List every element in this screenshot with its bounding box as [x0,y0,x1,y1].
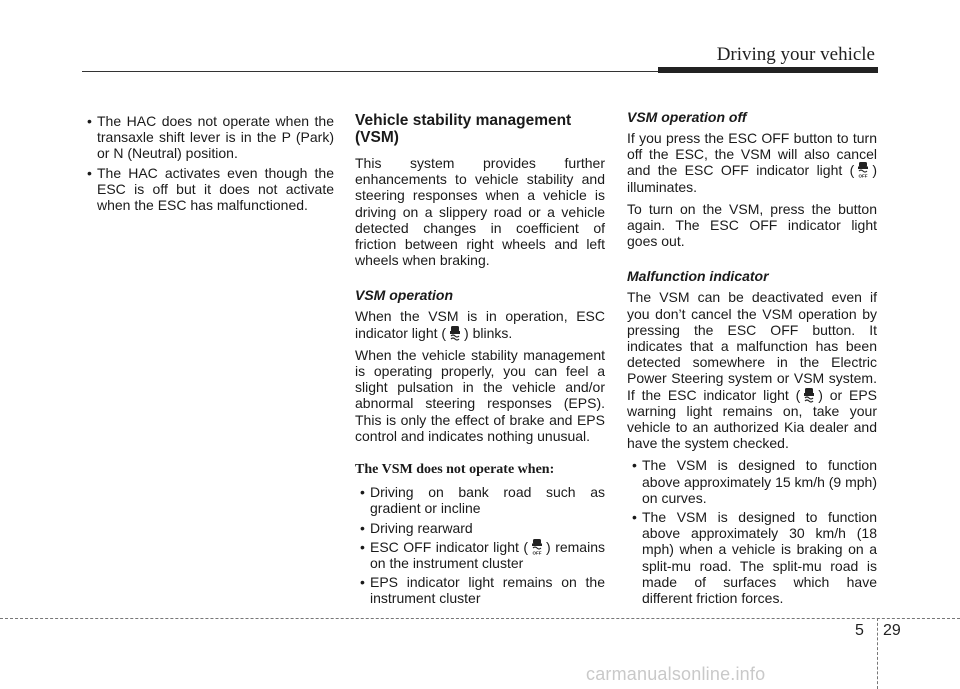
vsm-off-paragraph [627,130,877,195]
vsm-turn-on-paragraph: To turn on the VSM, press the button again. The ESC OFF indicator light goes out. [627,200,877,250]
not-operate-bullet-bank-road: • Driving on bank road such as gradient or incline [355,484,605,516]
page-number: 29 [883,622,901,639]
chapter-number: 5 [855,622,864,639]
vsm-operation-paragraph [355,308,605,340]
footer-divider [877,618,878,689]
esc-off-indicator-icon [530,539,544,555]
text-fragment: ) remains on the instrument cluster [370,538,605,572]
vsm-bullet-curves: • The VSM is designed to function above approximately 15 km/h (9 mph) on curves. [627,457,877,506]
not-operate-bullet-rearward: • Driving rearward [355,520,605,536]
hac-bullet-esc-off: • The HAC activates even though the ESC is off but it does not activate when the ESC has malfunctioned. [82,165,334,214]
text-fragment: ) or EPS warning light remains on, take your vehicle to an authorized Kia dealer and have the system checked. [627,386,877,452]
vsm-intro-paragraph: This system provides further enhancements to vehicle stability and steering responses when a vehicle is driving on a slippery road or a vehicle detected changes in coefficient of friction between right wheels and left wheels when braking. [355,155,605,269]
not-operate-bullet-eps: • EPS indicator light remains on the instrument cluster [355,574,605,606]
header-rule [82,71,660,72]
esc-off-indicator-icon [856,162,870,178]
off-label: OFF [532,550,542,555]
vsm-bullet-split-mu: • The VSM is designed to function above approximately 30 km/h (18 mph) when a vehicle is braking on a split-mu road. The split-mu road is made of surfaces which have different friction forces. [627,509,877,606]
column-middle [355,108,605,610]
text-fragment: The VSM can be deactivated even if you don’t cancel the VSM operation by pressing the ESC OFF button. It indicates that a malfunction has been detected somewhere in the Electric Power Steering system or VSM system. If the ESC indicator light ( [627,289,877,403]
column-left [82,113,334,216]
hac-bullet-shift-lever: • The HAC does not operate when the transaxle shift lever is in the P (Park) or N (Neutral) position. [82,113,334,162]
vsm-section-heading: Vehicle stability management (VSM) [355,112,572,146]
vsm-operation-heading: VSM operation [355,287,454,304]
text-fragment: When the VSM is in operation, ESC indicator light ( [355,308,605,341]
esc-indicator-icon [448,325,462,341]
malfunction-indicator-heading: Malfunction indicator [627,268,769,285]
watermark: carmanualsonline.info [586,664,766,684]
text-fragment: ) illuminates. [627,162,877,195]
header-rule-accent [658,67,878,73]
vsm-pulsation-paragraph: When the vehicle stability management is operating properly, you can feel a slight pulsation in the vehicle and/or abnormal steering responses (EPS). This is only the effect of brake and EPS control and indicates nothing unusual. [355,346,605,444]
not-operate-bullet-esc-off [355,539,605,571]
esc-indicator-icon [802,387,816,403]
page-header-title: Driving your vehicle [716,44,875,65]
footer-rule [0,618,960,619]
malfunction-paragraph [627,289,877,451]
off-label: OFF [858,173,868,179]
vsm-not-operate-heading: The VSM does not operate when: [355,462,555,478]
text-fragment: ESC OFF indicator light ( [370,538,529,555]
column-right [627,108,877,609]
text-fragment: ) blinks. [464,324,513,341]
text-fragment: If you press the ESC OFF button to turn off the ESC, the VSM will also cancel and the ESC OFF indicator light ( [627,130,877,179]
vsm-operation-off-heading: VSM operation off [627,109,747,125]
